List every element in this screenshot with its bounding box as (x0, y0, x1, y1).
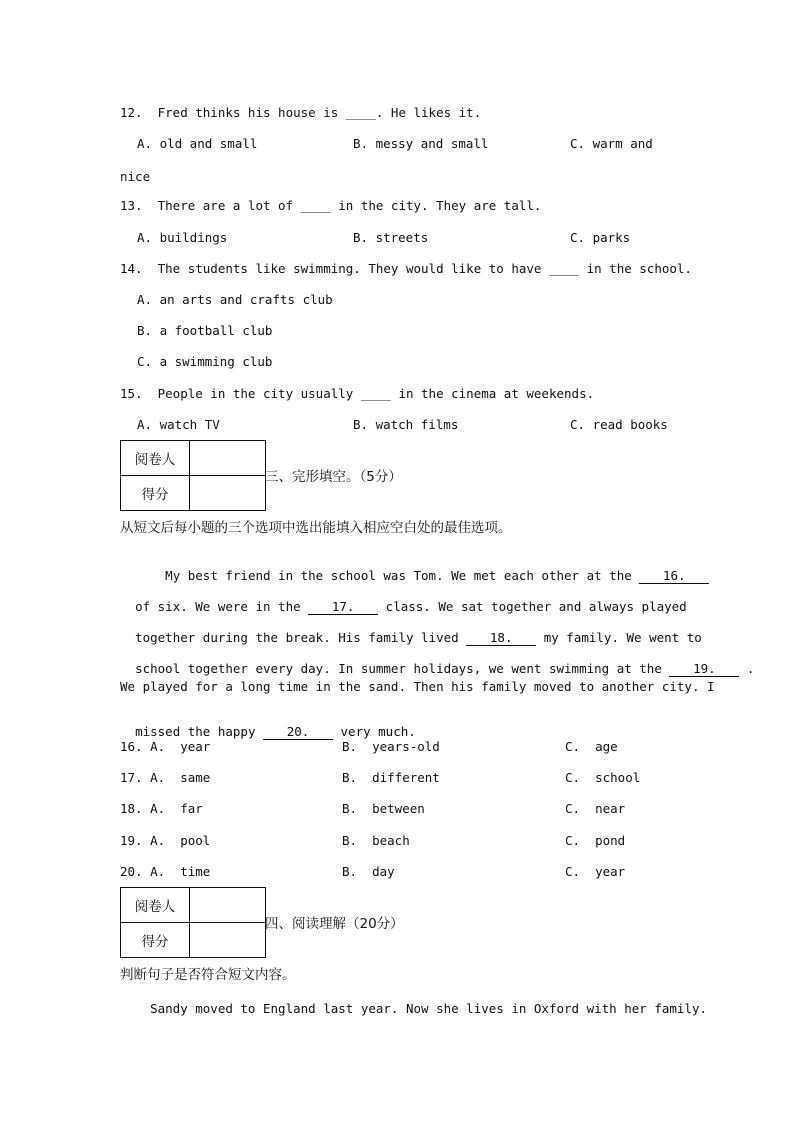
q13-stem: 13. There are a lot of ____ in the city. They are tall. (120, 198, 542, 213)
option-row-18-c: C. near (565, 801, 626, 816)
passage-text: very much. (333, 724, 416, 739)
q13-option-b: B. streets (353, 230, 429, 245)
option-row-17-a: 17. A. same (120, 770, 211, 785)
score-field[interactable] (190, 476, 266, 511)
q12-option-c-continued: nice (120, 169, 151, 184)
q15-option-c: C. read books (570, 417, 668, 432)
option-row-20-c: C. year (565, 864, 626, 879)
q14-option-a: A. an arts and crafts club (137, 292, 333, 307)
q12-option-c: C. warm and (570, 136, 653, 151)
option-row-19-c: C. pond (565, 833, 626, 848)
section3-title: 三、完形填空。（5分） (265, 469, 402, 485)
q13-option-a: A. buildings (137, 230, 228, 245)
option-row-18-a: 18. A. far (120, 801, 203, 816)
passage-text: together during the break. His family lived (135, 630, 467, 645)
passage-line-2 (120, 583, 687, 615)
blank-19[interactable]: 19. (669, 662, 739, 677)
option-row-17-c: C. school (565, 770, 641, 785)
passage-line-1 (120, 552, 709, 584)
option-row-19-b: B. beach (342, 833, 410, 848)
blank-18[interactable]: 18. (466, 631, 536, 646)
option-row-16-c: C. age (565, 739, 618, 754)
score-label: 得分 (121, 476, 190, 511)
score-label: 得分 (121, 923, 190, 958)
passage-text: my family. We went to (536, 630, 702, 645)
passage-line-6 (120, 708, 416, 740)
q15-stem: 15. People in the city usually ____ in the cinema at weekends. (120, 386, 595, 401)
option-row-19-a: 19. A. pool (120, 833, 211, 848)
passage-line-4 (120, 645, 754, 677)
q15-option-b: B. watch films (353, 417, 459, 432)
reviewer-label: 阅卷人 (121, 441, 190, 476)
q15-option-a: A. watch TV (137, 417, 220, 432)
q12-option-b: B. messy and small (353, 136, 489, 151)
section4-instruction: 判断句子是否符合短文内容。 (120, 967, 296, 983)
option-row-17-b: B. different (342, 770, 440, 785)
q14-option-c: C. a swimming club (137, 354, 273, 369)
passage-line-3 (120, 614, 702, 646)
passage-line-5: We played for a long time in the sand. Then his family moved to another city. I (120, 679, 715, 694)
reviewer-field[interactable] (190, 888, 266, 923)
option-row-20-a: 20. A. time (120, 864, 211, 879)
passage-text: missed the happy (135, 724, 263, 739)
blank-20[interactable]: 20. (263, 725, 333, 740)
passage-text: My best friend in the school was Tom. We met each other at the (135, 568, 640, 583)
q13-option-c: C. parks (570, 230, 631, 245)
passage-text: class. We sat together and always played (378, 599, 687, 614)
passage-text: of six. We were in the (135, 599, 309, 614)
option-row-16-b: B. years-old (342, 739, 440, 754)
score-box-section3 (120, 440, 266, 511)
score-field[interactable] (190, 923, 266, 958)
passage-text: school together every day. In summer holidays, we went swimming at the (135, 661, 670, 676)
reviewer-field[interactable] (190, 441, 266, 476)
reviewer-label: 阅卷人 (121, 888, 190, 923)
q12-option-a: A. old and small (137, 136, 258, 151)
score-box-section4 (120, 887, 266, 958)
blank-17[interactable]: 17. (308, 600, 378, 615)
reading-passage-line-1: Sandy moved to England last year. Now she lives in Oxford with her family. (120, 1001, 707, 1016)
option-row-20-b: B. day (342, 864, 395, 879)
option-row-18-b: B. between (342, 801, 425, 816)
section3-instruction: 从短文后每小题的三个选项中选出能填入相应空白处的最佳选项。 (120, 520, 512, 536)
passage-text: . (739, 661, 755, 676)
q12-stem: 12. Fred thinks his house is ____. He likes it. (120, 105, 482, 120)
option-row-16-a: 16. A. year (120, 739, 211, 754)
section4-title: 四、阅读理解（20分） (265, 916, 404, 932)
blank-16[interactable]: 16. (639, 569, 709, 584)
q14-stem: 14. The students like swimming. They would like to have ____ in the school. (120, 261, 692, 276)
q14-option-b: B. a football club (137, 323, 273, 338)
